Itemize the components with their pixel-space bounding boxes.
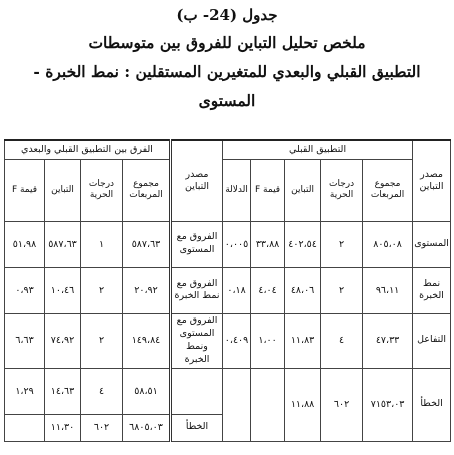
pre-row-3-ms: ١١،٨٣ — [285, 313, 321, 368]
diff-row-1-ms: ٥٨٧،٦٣ — [45, 221, 81, 267]
diff-row-1-source: الفروق مع المستوى — [171, 221, 223, 267]
diff-row-1-ss: ٥٨٧،٦٣ — [123, 221, 171, 267]
table-caption-line-1: ملخص تحليل التباين للفروق بين متوسطات — [88, 33, 366, 52]
diff-row-3-ss: ١٤٩،٨٤ — [123, 313, 171, 368]
pre-row-1-sig: ٠،٠٠٥ — [223, 221, 251, 267]
table-caption-line-3: المستوى — [198, 91, 256, 110]
diff-row-5-source: الخطأ — [171, 414, 223, 441]
diff-row-4-source — [171, 368, 223, 414]
diff-row-1-df: ١ — [81, 221, 123, 267]
diff-row-4-ss: ٥٨،٥١ — [123, 368, 171, 414]
pre-row-4-sig — [223, 368, 251, 441]
pre-ms-header: التباين — [285, 159, 321, 221]
pre-row-3-ss: ٤٧،٣٣ — [363, 313, 413, 368]
diff-group-header: الفرق بين التطبيق القبلي والبعدي — [5, 140, 171, 159]
pre-test-group-header: التطبيق القبلي — [223, 140, 413, 159]
pre-row-3-source: التفاعل — [413, 313, 451, 368]
pre-row-4-ms: ١١،٨٨ — [285, 368, 321, 441]
pre-source-header: مصدر التباين — [413, 140, 451, 221]
diff-row-5-ss: ٦٨٠٥،٠٣ — [123, 414, 171, 441]
diff-f-header: قيمة F — [5, 159, 45, 221]
diff-ss-header: مجموع المربعات — [123, 159, 171, 221]
pre-row-2-sig: ٠،١٨ — [223, 267, 251, 313]
diff-row-2-ms: ١٠،٤٦ — [45, 267, 81, 313]
diff-row-2-source: الفروق مع نمط الخبرة — [171, 267, 223, 313]
pre-row-2-ms: ٤٨،٠٦ — [285, 267, 321, 313]
diff-ms-header: التباين — [45, 159, 81, 221]
pre-row-1-ss: ٨٠٥،٠٨ — [363, 221, 413, 267]
diff-row-2-df: ٢ — [81, 267, 123, 313]
diff-row-4-ms: ١٤،٦٣ — [45, 368, 81, 414]
pre-row-1-f: ٣٣،٨٨ — [251, 221, 285, 267]
diff-row-5-ms: ١١،٣٠ — [45, 414, 81, 441]
pre-ss-header: مجموع المربعات — [363, 159, 413, 221]
pre-row-4-df: ٦٠٢ — [321, 368, 363, 441]
pre-row-3-f: ١،٠٠ — [251, 313, 285, 368]
table-number-title: جدول (24- ب) — [176, 6, 278, 24]
diff-row-3-df: ٢ — [81, 313, 123, 368]
pre-row-2-ss: ٩٦،١١ — [363, 267, 413, 313]
pre-row-1-ms: ٤٠٢،٥٤ — [285, 221, 321, 267]
diff-row-2-f: ٠،٩٣ — [5, 267, 45, 313]
diff-row-2-ss: ٢٠،٩٢ — [123, 267, 171, 313]
diff-row-3-ms: ٧٤،٩٢ — [45, 313, 81, 368]
pre-row-2-df: ٢ — [321, 267, 363, 313]
pre-row-1-df: ٢ — [321, 221, 363, 267]
pre-row-4-f — [251, 368, 285, 441]
pre-row-2-f: ٤،٠٤ — [251, 267, 285, 313]
pre-row-3-sig: ٠،٤٠٩ — [223, 313, 251, 368]
diff-df-header: درجات الحرية — [81, 159, 123, 221]
diff-row-3-source: الفروق مع المستوى ونمط الخبرة — [171, 313, 223, 368]
pre-row-4-source: الخطأ — [413, 368, 451, 441]
diff-source-header: مصدر التباين — [171, 140, 223, 221]
diff-row-4-df: ٤ — [81, 368, 123, 414]
pre-sig-header: الدلالة — [223, 159, 251, 221]
anova-table — [4, 139, 451, 442]
pre-f-header: قيمة F — [251, 159, 285, 221]
pre-row-4-ss: ٧١٥٣،٠٣ — [363, 368, 413, 441]
pre-row-1-source: المستوى — [413, 221, 451, 267]
diff-row-1-f: ٥١،٩٨ — [5, 221, 45, 267]
pre-df-header: درجات الحرية — [321, 159, 363, 221]
diff-row-5-df: ٦٠٢ — [81, 414, 123, 441]
pre-row-3-df: ٤ — [321, 313, 363, 368]
diff-row-4-f: ١،٢٩ — [5, 368, 45, 414]
pre-row-2-source: نمط الخبرة — [413, 267, 451, 313]
table-caption-line-2: التطبيق القبلي والبعدي للمتغيرين المستقلين : نمط الخبرة - — [33, 62, 421, 81]
diff-row-3-f: ٦،٦٣ — [5, 313, 45, 368]
diff-row-5-f — [5, 414, 45, 441]
